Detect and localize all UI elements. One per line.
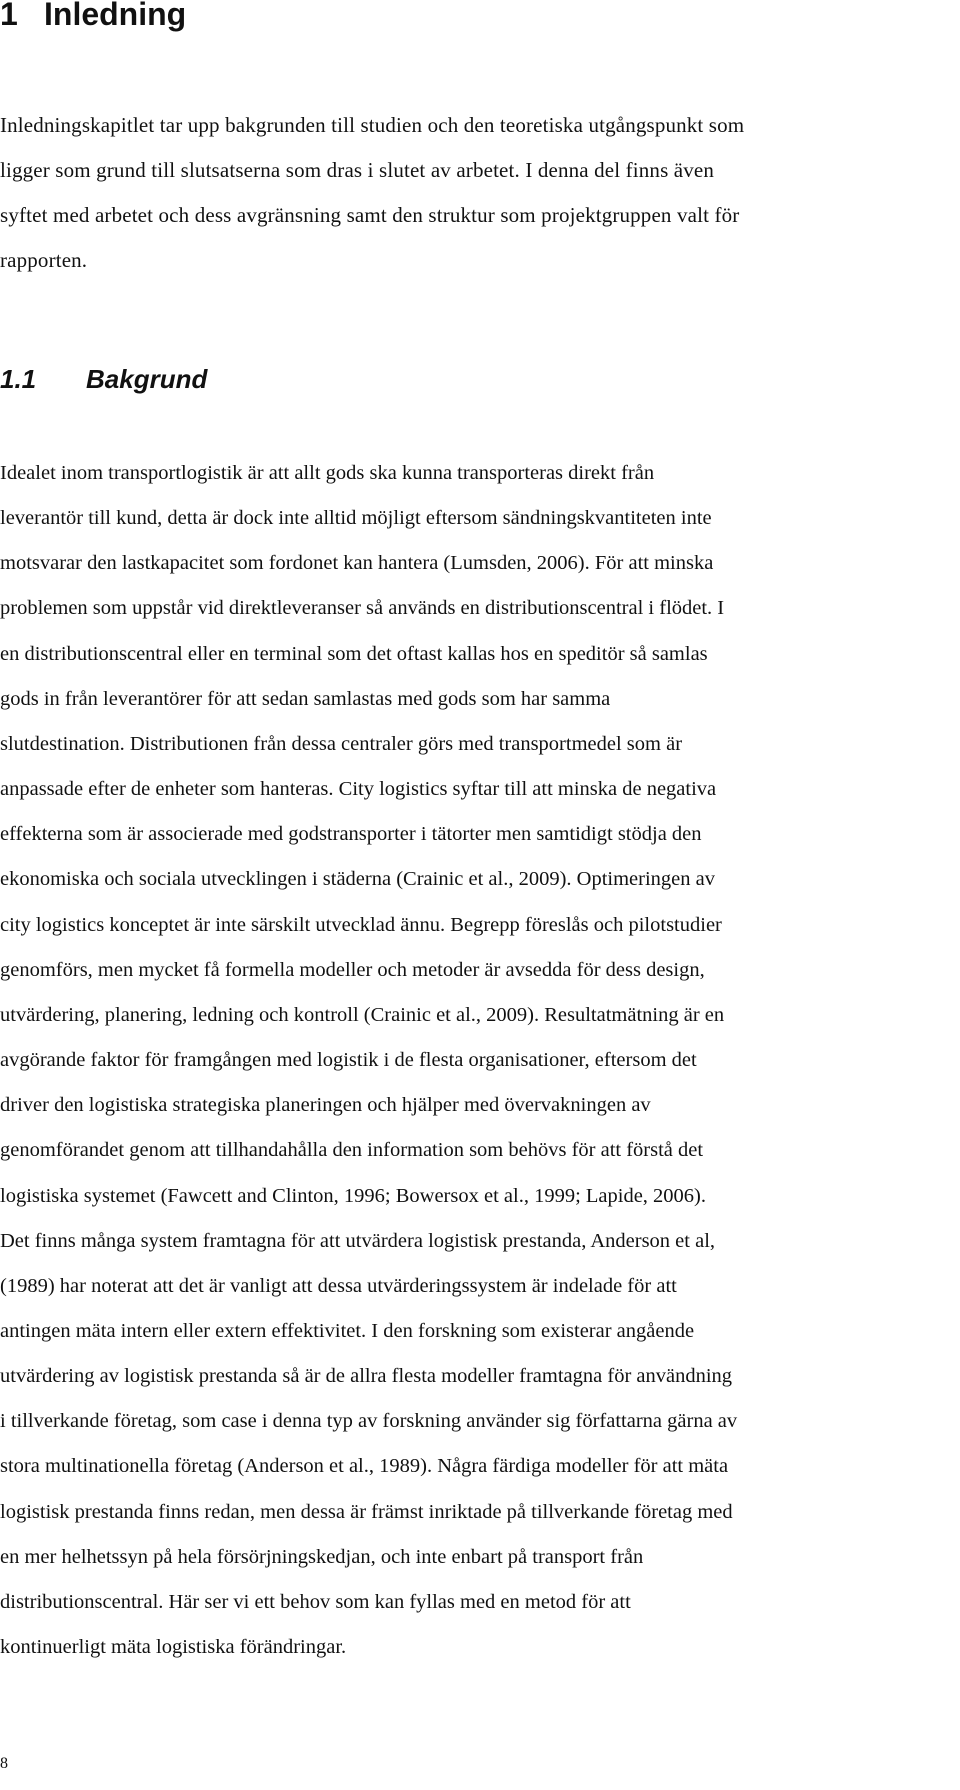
section-title: Bakgrund [86,364,208,394]
body-line: antingen mäta intern eller extern effektivitet. I den forskning som existerar angående [0,1319,695,1342]
chapter-title: Inledning [44,0,187,32]
intro-line: rapporten. [0,248,88,272]
chapter-heading [0,0,186,36]
intro-paragraph [0,103,930,283]
body-line: driver den logistiska strategiska planeringen och hjälper med övervakningen av [0,1094,651,1117]
section-number: 1.1 [0,364,37,394]
body-line: utvärdering av logistisk prestanda så är de allra flesta modeller framtagna för användning [0,1365,733,1388]
body-line: Det finns många system framtagna för att utvärdera logistisk prestanda, Anderson et al, [0,1229,716,1252]
body-line: motsvarar den lastkapacitet som fordonet kan hantera (Lumsden, 2006). För att minska [0,552,714,575]
chapter-number: 1 [0,0,18,32]
body-line: logistisk prestanda finns redan, men dessa är främst inriktade på tillverkande företag med [0,1500,733,1523]
body-line: (1989) har noterat att det är vanligt att dessa utvärderingssystem är indelade för att [0,1274,677,1297]
body-line: en mer helhetssyn på hela försörjningskedjan, och inte enbart på transport från [0,1545,644,1568]
body-line: genomförandet genom att tillhandahålla den information som behövs för att förstå det [0,1139,704,1162]
body-line: utvärdering, planering, ledning och kontroll (Crainic et al., 2009). Resultatmätning är en [0,1003,725,1026]
body-line: problemen som uppstår vid direktleveranser så används en distributionscentral i flödet. I [0,597,725,620]
body-line: logistiska systemet (Fawcett and Clinton, 1996; Bowersox et al., 1999; Lapide, 2006). [0,1184,707,1207]
body-paragraph [0,451,950,1670]
body-line: distributionscentral. Här ser vi ett behov som kan fyllas med en metod för att [0,1590,631,1613]
intro-line: ligger som grund till slutsatserna som dras i slutet av arbetet. I denna del finns även [0,158,715,182]
body-line: avgörande faktor för framgången med logistik i de flesta organisationer, eftersom det [0,1049,697,1072]
body-line: gods in från leverantörer för att sedan samlastas med gods som har samma [0,687,611,710]
body-line: stora multinationella företag (Anderson et al., 1989). Några färdiga modeller för att mäta [0,1455,729,1478]
body-line: leverantör till kund, detta är dock inte alltid möjligt eftersom sändningskvantiteten inte [0,507,712,530]
section-heading [0,361,207,397]
body-line: anpassade efter de enheter som hanteras. City logistics syftar till att minska de negativa [0,778,717,801]
body-line: kontinuerligt mäta logistiska förändringar. [0,1636,347,1659]
body-line: city logistics konceptet är inte särskilt utvecklad ännu. Begrepp föreslås och pilotstudier [0,913,722,936]
body-line: genomförs, men mycket få formella modeller och metoder är avsedda för dess design, [0,958,705,981]
body-line: en distributionscentral eller en terminal som det oftast kallas hos en speditör så samlas [0,642,708,665]
body-line: i tillverkande företag, som case i denna typ av forskning använder sig författarna gärna av [0,1410,738,1433]
body-line: Idealet inom transportlogistik är att allt gods ska kunna transporteras direkt från [0,462,655,484]
body-line: ekonomiska och sociala utvecklingen i städerna (Crainic et al., 2009). Optimeringen av [0,868,715,891]
intro-line: Inledningskapitlet tar upp bakgrunden till studien och den teoretiska utgångspunkt som [0,113,745,137]
intro-line: syftet med arbetet och dess avgränsning samt den struktur som projektgruppen valt för [0,203,740,227]
body-line: slutdestination. Distributionen från dessa centraler görs med transportmedel som är [0,732,683,755]
body-line: effekterna som är associerade med godstransporter i tätorter men samtidigt stödja den [0,823,702,846]
page-number: 8 [0,1755,8,1772]
